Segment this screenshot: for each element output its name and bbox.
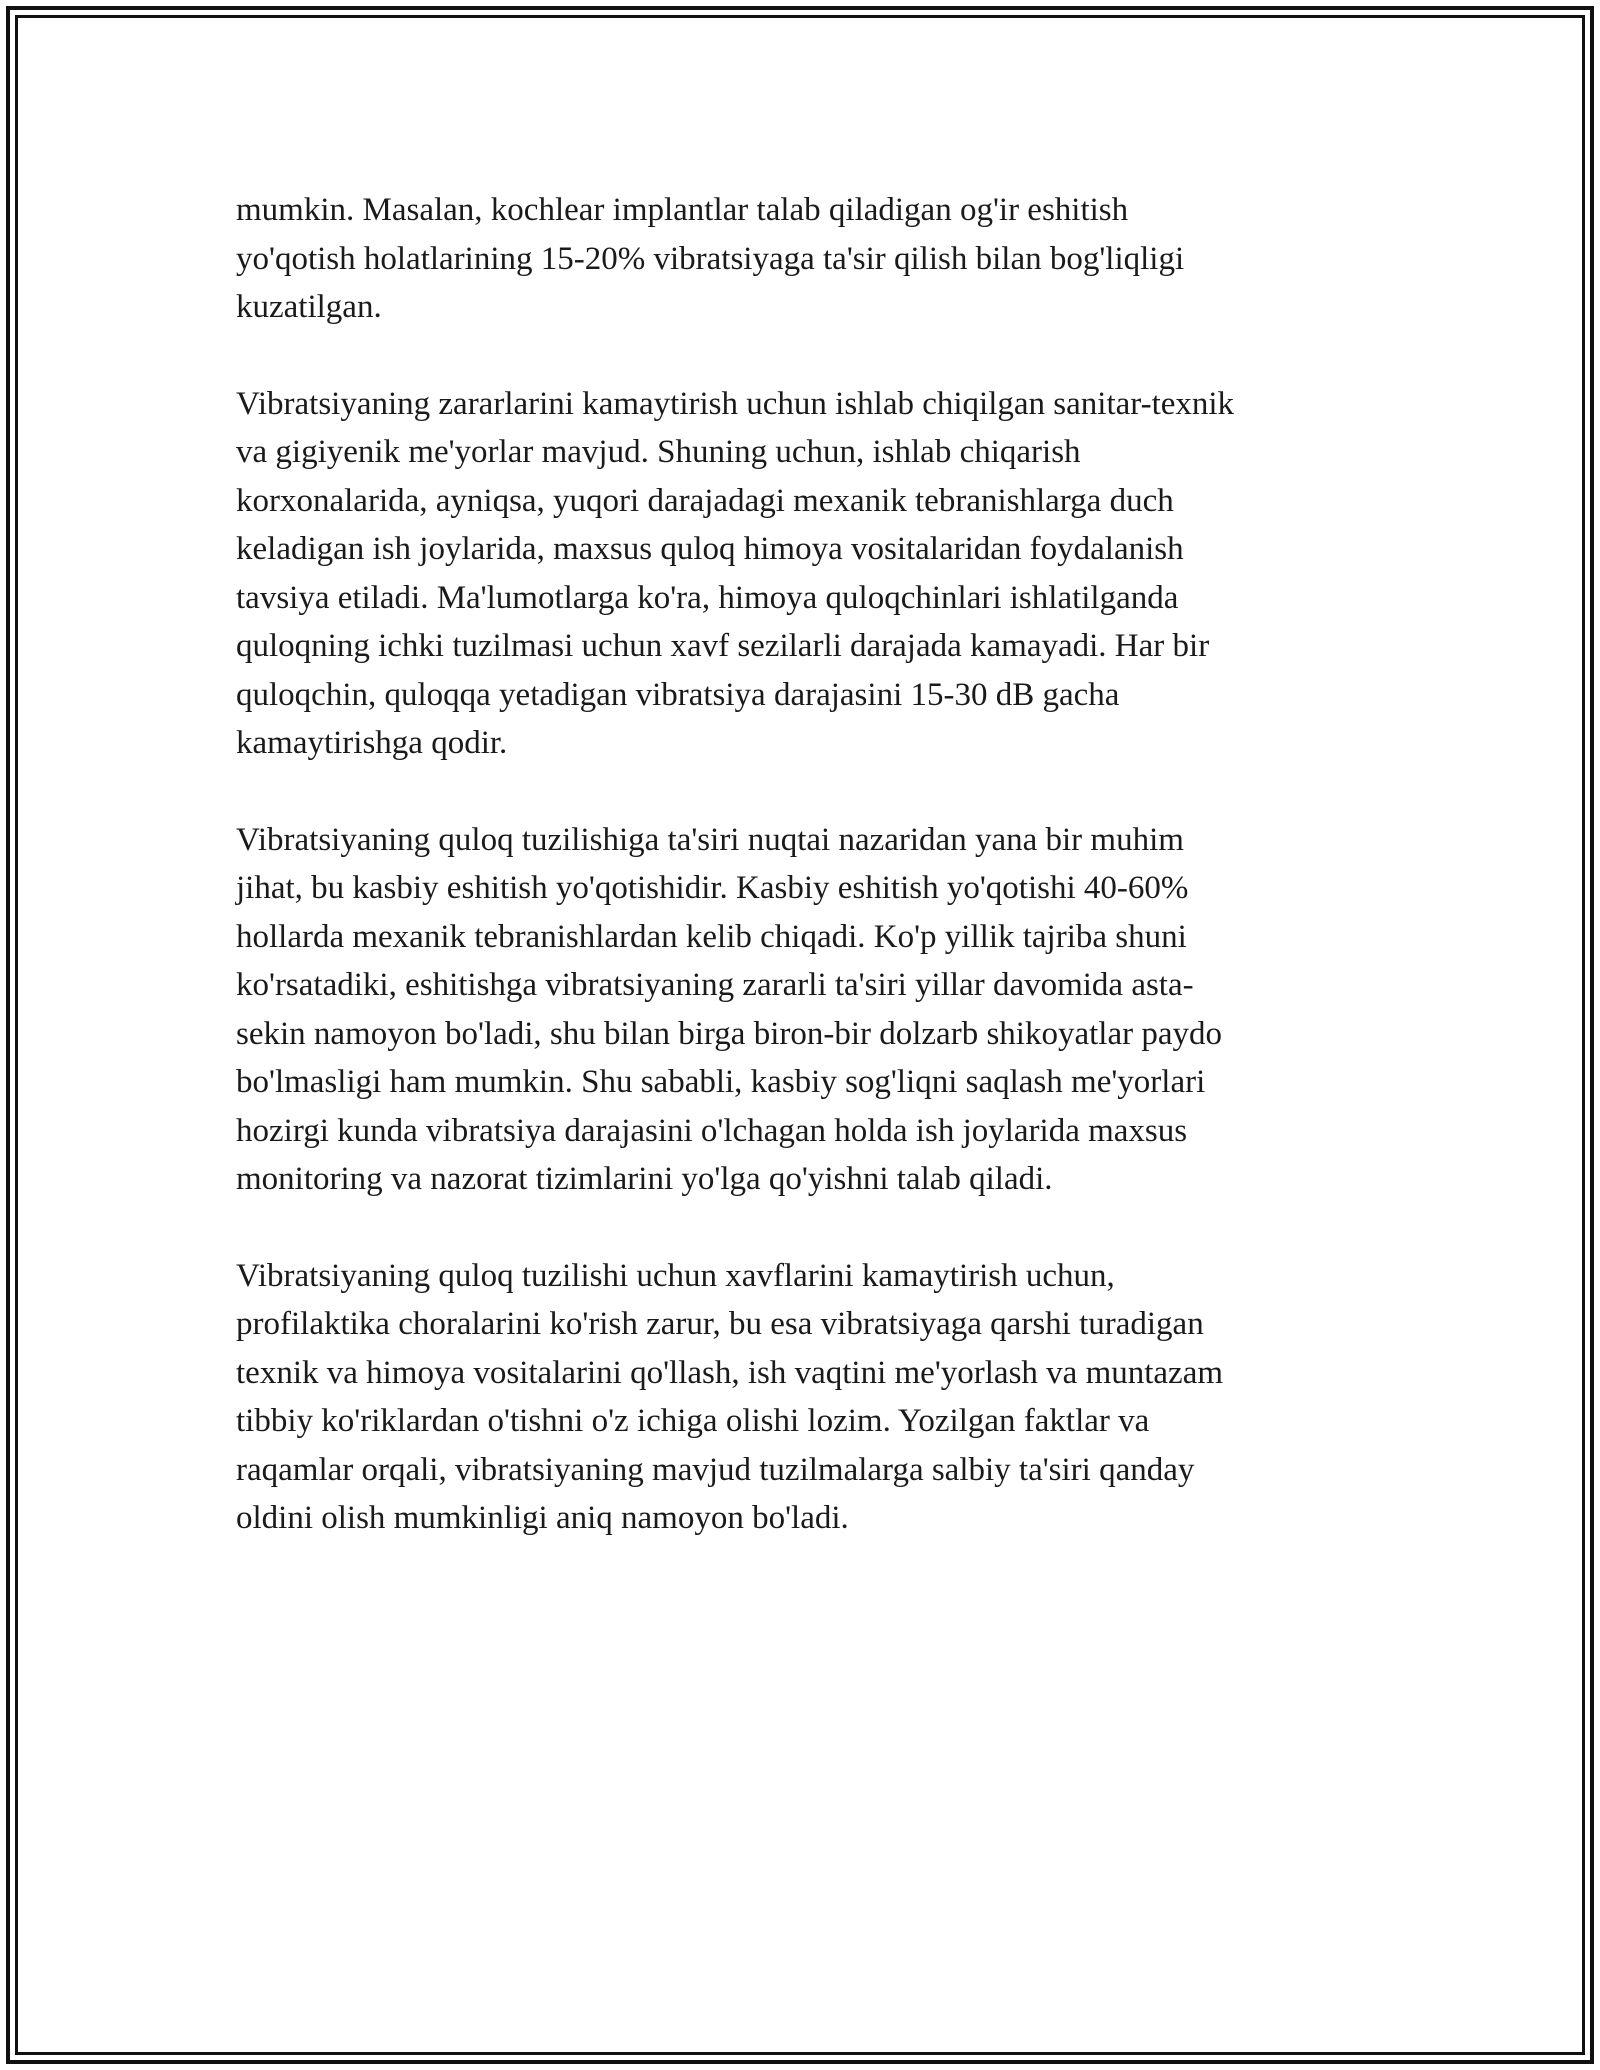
paragraph-2: Vibratsiyaning zararlarini kamaytirish uchun ishlab chiqilgan sanitar-texnik va gigiyenik me'yorlar mavjud. Shuning uchun, ishlab chiqarish korxonalarida, ayniqsa, yuqori darajadagi mexanik tebranishlarga duch keladigan ish joylarida, maxsus quloq himoya vositalaridan foydalanish tavsiya etiladi. Ma'lumotlarga ko'ra, himoya quloqchinlari ishlatilganda quloqning ichki tuzilmasi uchun xavf sezilarli darajada kamayadi. Har bir quloqchin, quloqqa yetadigan vibratsiya darajasini 15-30 dB gacha kamaytirishga qodir. <box>236 385 1235 761</box>
paragraph-4: Vibratsiyaning quloq tuzilishi uchun xavflarini kamaytirish uchun, profilaktika choralarini ko'rish zarur, bu esa vibratsiyaga qarshi turadigan texnik va himoya vositalarini qo'llash, ish vaqtini me'yorlash va muntazam tibbiy ko'riklardan o'tishni o'z ichiga olishi lozim. Yozilgan faktlar va raqamlar orqali, vibratsiyaning mavjud tuzilmalarga salbiy ta'siri qanday oldini olish mumkinligi aniq namoyon bo'ladi. <box>236 1257 1224 1536</box>
paragraph-3: Vibratsiyaning quloq tuzilishiga ta'siri nuqtai nazaridan yana bir muhim jihat, bu kasbiy eshitish yo'qotishidir. Kasbiy eshitish yo'qotishi 40-60% hollarda mexanik tebranishlardan kelib chiqadi. Ko'p yillik tajriba shuni ko'rsatadiki, eshitishga vibratsiyaning zararli ta'siri yillar davomida asta- sekin namoyon bo'ladi, shu bilan birga biron-bir dolzarb shikoyatlar paydo bo'lmasligi ham mumkin. Shu sababli, kasbiy sog'liqni saqlash me'yorlari hozirgi kunda vibratsiya darajasini o'lchagan holda ish joylarida maxsus monitoring va nazorat tizimlarini yo'lga qo'yishni talab qiladi. <box>236 821 1222 1197</box>
document-body <box>236 186 1366 1591</box>
paragraph-1: mumkin. Masalan, kochlear implantlar talab qiladigan og'ir eshitish yo'qotish holatlarining 15-20% vibratsiyaga ta'sir qilish bilan bog'liqligi kuzatilgan. <box>236 192 1185 325</box>
